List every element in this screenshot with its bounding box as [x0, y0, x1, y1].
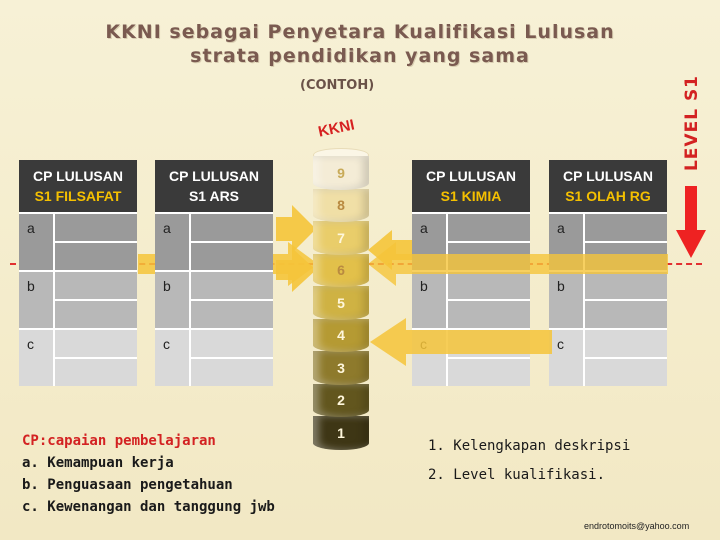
- arrow-left-band-icon: [368, 242, 668, 286]
- title-line-1: KKNI sebagai Penyetara Kualifikasi Lulusan: [105, 21, 615, 43]
- row-label: c: [27, 336, 34, 352]
- table-header-title: CP LULUSAN: [563, 168, 653, 184]
- kkni-level-6: 6: [313, 254, 369, 288]
- kkni-level-1: 1: [313, 416, 369, 450]
- arrow-right-icon: [276, 248, 316, 292]
- table-row: [549, 328, 667, 386]
- table-row: [155, 270, 273, 328]
- title-line-2: strata pendidikan yang sama: [190, 45, 530, 67]
- legend-heading: CP:capaian pembelajaran: [22, 433, 216, 449]
- table-header-title: CP LULUSAN: [33, 168, 123, 184]
- table-row: [19, 328, 137, 386]
- author-email: endrotomoits@yahoo.com: [584, 521, 690, 531]
- kkni-cylinder: [313, 148, 369, 450]
- page-title: [0, 20, 720, 68]
- note-item: 2. Level kualifikasi.: [428, 467, 606, 483]
- row-label: b: [27, 278, 35, 294]
- table-header: [412, 160, 530, 212]
- subtitle: (CONTOH): [300, 78, 375, 93]
- table-row: [19, 270, 137, 328]
- row-label: b: [163, 278, 171, 294]
- table-header-program: S1 FILSAFAT: [34, 188, 122, 204]
- table-header: [19, 160, 137, 212]
- table-header-program: S1 OLAH RG: [565, 188, 651, 204]
- row-label: c: [557, 336, 564, 352]
- kkni-level-9: 9: [313, 156, 369, 190]
- table-s1-ars: [155, 160, 273, 386]
- level-s1-label: [672, 68, 712, 178]
- row-label: a: [27, 220, 35, 236]
- level-s1-text: LEVEL S1: [682, 74, 703, 172]
- legend-item: a. Kemampuan kerja: [22, 455, 174, 471]
- kkni-level-5: 5: [313, 286, 369, 320]
- kkni-label: KKNI: [316, 116, 357, 141]
- notes-list: [428, 432, 630, 490]
- table-header-program: S1 KIMIA: [440, 188, 502, 204]
- kkni-level-3: 3: [313, 351, 369, 385]
- kkni-level-4: 4: [313, 319, 369, 353]
- kkni-level-7: 7: [313, 221, 369, 255]
- note-item: 1. Kelengkapan deskripsi: [428, 438, 631, 454]
- cp-legend: [22, 430, 275, 518]
- level-down-arrow-icon: [676, 186, 706, 258]
- table-s1-filsafat: [19, 160, 137, 386]
- table-header-program: S1 ARS: [188, 188, 240, 204]
- legend-item: c. Kewenangan dan tanggung jwb: [22, 499, 275, 515]
- table-header: [155, 160, 273, 212]
- table-header: [549, 160, 667, 212]
- table-header-title: CP LULUSAN: [169, 168, 259, 184]
- row-label: b: [557, 278, 565, 294]
- row-label: c: [163, 336, 170, 352]
- arrow-right-icon: [276, 205, 316, 253]
- legend-item: b. Penguasaan pengetahuan: [22, 477, 233, 493]
- arrow-left-icon: [368, 230, 412, 270]
- kkni-level-8: 8: [313, 189, 369, 223]
- row-label: a: [420, 220, 428, 236]
- table-row: [19, 212, 137, 270]
- row-label: b: [420, 278, 428, 294]
- table-row: [155, 212, 273, 270]
- table-row: [155, 328, 273, 386]
- row-label: a: [163, 220, 171, 236]
- table-header-title: CP LULUSAN: [426, 168, 516, 184]
- row-label: a: [557, 220, 565, 236]
- kkni-level-2: 2: [313, 384, 369, 418]
- arrow-left-long-icon: [370, 318, 552, 366]
